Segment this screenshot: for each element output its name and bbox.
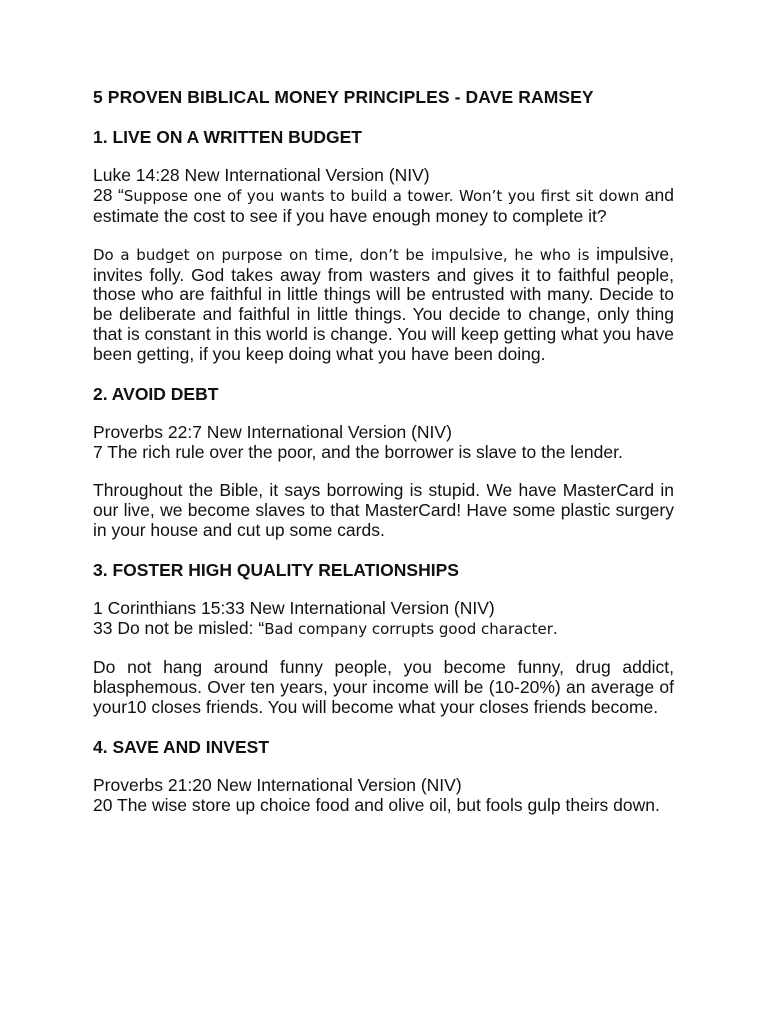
section-heading: 4. SAVE AND INVEST bbox=[93, 737, 270, 758]
section-foster-relationships bbox=[93, 559, 674, 717]
section-heading: 1. LIVE ON A WRITTEN BUDGET bbox=[93, 127, 362, 147]
scripture-reference: Luke 14:28 New International Version (NIV) bbox=[93, 165, 430, 185]
document-title: 5 PROVEN BIBLICAL MONEY PRINCIPLES - DAVE RAMSEY bbox=[93, 87, 594, 107]
scripture-verse: 20 The wise store up choice food and olive oil, but fools gulp theirs down. bbox=[93, 795, 660, 816]
section-save-and-invest bbox=[93, 736, 674, 815]
section-live-on-budget bbox=[93, 126, 674, 364]
scripture-reference: Proverbs 22:7 New International Version (NIV) bbox=[93, 422, 452, 443]
scripture-verse bbox=[93, 618, 674, 639]
verse-rest: . bbox=[552, 618, 558, 639]
verse-quote: Suppose one of you wants to build a tower. Won’t you first sit down bbox=[123, 187, 640, 205]
section-heading: 3. FOSTER HIGH QUALITY RELATIONSHIPS bbox=[93, 560, 459, 581]
commentary-lead: Do a budget on purpose on time, don’t be impulsive, he who is bbox=[93, 246, 590, 264]
verse-rest: and estimate the cost to see if you have enough money to complete it? bbox=[93, 185, 675, 226]
section-heading: 2. AVOID DEBT bbox=[93, 384, 219, 405]
commentary-paragraph bbox=[93, 245, 674, 364]
commentary-paragraph: Do not hang around funny people, you become funny, drug addict, blasphemous. Over ten years, your income will be (10-20%) an average of your10 closes friends. You will become what your closes friends become. bbox=[93, 657, 674, 717]
commentary-paragraph: Throughout the Bible, it says borrowing is stupid. We have MasterCard in our live, we become slaves to that MasterCard! Have some plastic surgery in your house and cut up some cards. bbox=[93, 480, 674, 540]
scripture-verse bbox=[93, 185, 674, 226]
verse-prefix: 28 “ bbox=[93, 185, 124, 205]
verse-quote: Bad company corrupts good character bbox=[264, 620, 553, 639]
scripture-reference: 1 Corinthians 15:33 New International Version (NIV) bbox=[93, 598, 495, 619]
verse-prefix: 33 Do not be misled: “ bbox=[93, 618, 265, 639]
scripture-reference: Proverbs 21:20 New International Version (NIV) bbox=[93, 775, 462, 796]
scripture-verse: 7 The rich rule over the poor, and the borrower is slave to the lender. bbox=[93, 442, 623, 463]
section-avoid-debt bbox=[93, 383, 674, 540]
commentary-text: impulsive, invites folly. God takes away from wasters and gives it to faithful people, those who are faithful in little things will be entrusted with many. Decide to be deliberate and faithful in little things. You decide to change, only thing that is constant in this world is change. You will keep getting what you have been getting, if you keep doing what you have been doing. bbox=[93, 244, 674, 364]
